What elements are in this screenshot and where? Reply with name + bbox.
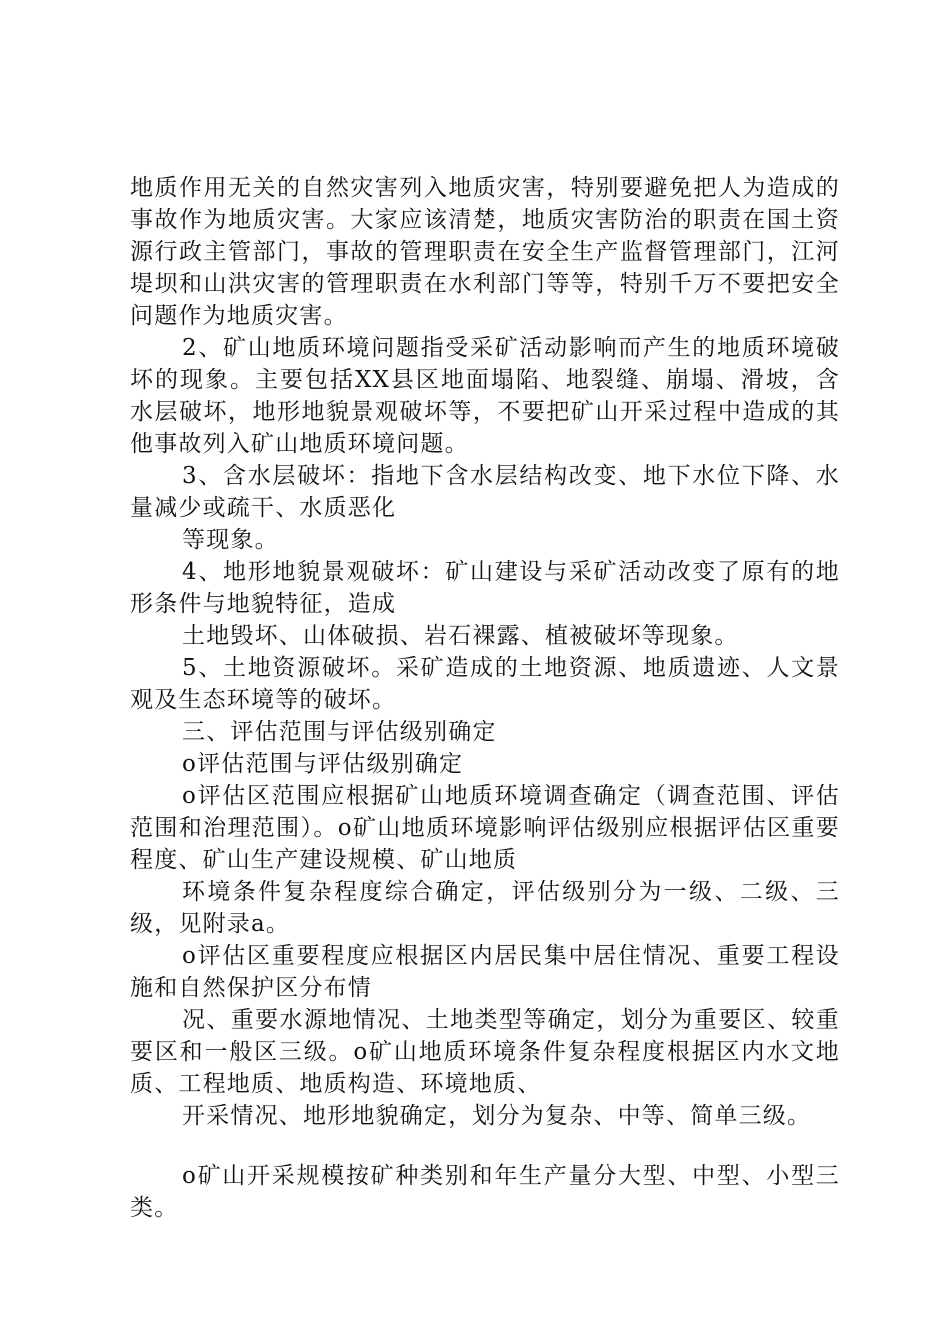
paragraph-13: 况、重要水源地情况、土地类型等确定，划分为重要区、较重要区和一般区三级。o矿山地质环境条件复杂程度根据区内水文地质、工程地质、地质构造、环境地质、 (130, 1007, 840, 1097)
paragraph-16: o矿山开采规模按矿种类别和年生产量分大型、中型、小型三类。 (130, 1163, 840, 1221)
paragraph-6: 土地毁坏、山体破损、岩石裸露、植被破坏等现象。 (182, 623, 739, 649)
paragraph-3: 3、含水层破坏：指地下含水层结构改变、地下水位下降、水量减少或疏干、水质恶化 (130, 463, 840, 521)
blank-line (130, 1132, 840, 1160)
paragraph-7: 5、土地资源破坏。采矿造成的土地资源、地质遗迹、人文景观及生态环境等的破坏。 (130, 655, 840, 713)
paragraph-10: o评估区范围应根据矿山地质环境调查确定（调查范围、评估范围和治理范围）。o矿山地质环境影响评估级别应根据评估区重要程度、矿山生产建设规模、矿山地质 (130, 783, 840, 873)
document-body (130, 172, 840, 1224)
paragraph-2: 2、矿山地质环境问题指受采矿活动影响而产生的地质环境破坏的现象。主要包括XX县区地面塌陷、地裂缝、崩塌、滑坡，含水层破坏，地形地貌景观破坏等，不要把矿山开采过程中造成的其他事故列入矿山地质环境问题。 (130, 335, 840, 457)
paragraph-5: 4、地形地貌景观破坏：矿山建设与采矿活动改变了原有的地形条件与地貌特征，造成 (130, 559, 840, 617)
paragraph-12: o评估区重要程度应根据区内居民集中居住情况、重要工程设施和自然保护区分布情 (130, 943, 840, 1001)
paragraph-11: 环境条件复杂程度综合确定，评估级别分为一级、二级、三级，见附录a。 (130, 879, 840, 937)
paragraph-4: 等现象。 (182, 527, 279, 553)
paragraph-9: o评估范围与评估级别确定 (182, 751, 464, 777)
section-heading: 三、评估范围与评估级别确定 (182, 719, 497, 745)
paragraph-14: 开采情况、地形地貌确定，划分为复杂、中等、简单三级。 (182, 1103, 812, 1129)
paragraph-1: 地质作用无关的自然灾害列入地质灾害，特别要避免把人为造成的事故作为地质灾害。大家应该清楚，地质灾害防治的职责在国土资源行政主管部门，事故的管理职责在安全生产监督管理部门，江河堤坝和山洪灾害的管理职责在水利部门等等，特别千万不要把安全问题作为地质灾害。 (130, 175, 840, 329)
